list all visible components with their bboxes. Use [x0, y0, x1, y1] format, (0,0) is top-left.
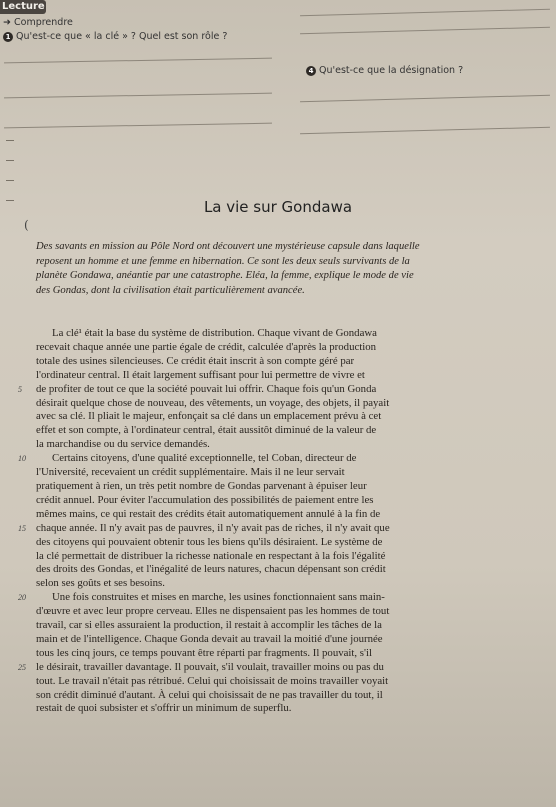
body-line-text: tous les cinq jours, ce temps pouvant être réparti par fragments. Il pouvait, s'il	[36, 646, 372, 659]
intro-line: planète Gondawa, anéantie par une catastrophe. Eléa, la femme, explique le mode de vie	[36, 270, 414, 281]
body-line-text: Certains citoyens, d'une qualité exceptionnelle, tel Coban, directeur de	[52, 452, 357, 465]
answer-line	[4, 93, 272, 99]
body-line	[18, 591, 536, 605]
body-line	[36, 536, 536, 550]
line-number: 5	[18, 384, 22, 394]
margin-tick	[6, 160, 14, 161]
body-line-text: des citoyens qui pouvaient obtenir tous les biens qu'ils désiraient. Le système de	[36, 535, 383, 548]
answer-line	[4, 123, 272, 129]
answer-line	[300, 95, 550, 103]
lecture-tab-label: Lecture	[2, 1, 45, 12]
intro-line: reposent un homme et une femme en hibernation. Ce sont les deux seuls survivants de la	[36, 255, 410, 267]
body-line	[36, 605, 536, 619]
body-line-text: la marchandise ou du service demandés.	[36, 438, 210, 451]
body-line-text: l'ordinateur central. Il était largement suffisant pour lui permettre de vivre et	[36, 368, 365, 381]
body-line-text: main et de l'intelligence. Chaque Gonda devait au travail la moitié d'une journée	[36, 632, 383, 645]
body-line	[36, 397, 536, 411]
question-4-text: Qu'est-ce que la désignation ?	[319, 65, 464, 76]
answer-line	[4, 58, 272, 64]
comprendre-text: Comprendre	[14, 17, 73, 28]
body-line-text: mêmes mains, ce qui restait des crédits était automatiquement annulé à la fin de	[36, 507, 381, 520]
body-line	[36, 563, 536, 577]
question-1	[3, 31, 227, 42]
body-line	[36, 424, 536, 438]
intro-line: Des savants en mission au Pôle Nord ont découvert une mystérieuse capsule dans laquelle	[36, 241, 420, 252]
intro-line: des Gondas, dont la civilisation était particulièrement avancée.	[36, 284, 305, 296]
body-line	[36, 327, 536, 341]
body-line	[36, 689, 536, 703]
margin-tick	[6, 180, 14, 181]
arrow-right-icon: ➜	[3, 17, 11, 28]
body-line-text: des droits des Gondas, et l'inégalité de leurs natures, chacun dépensant son crédit	[36, 563, 386, 576]
body-line-text: la clé permettait de distribuer la richesse nationale en respectant à la fois l'égalité	[36, 549, 386, 562]
body-line	[36, 355, 536, 369]
body-line	[18, 660, 536, 675]
question-4-number: 4	[306, 66, 316, 76]
article-intro	[36, 240, 536, 298]
body-line	[36, 675, 536, 689]
line-number: 10	[18, 454, 26, 464]
question-1-number: 1	[3, 32, 13, 42]
article-title: La vie sur Gondawa	[203, 198, 353, 216]
body-line	[18, 382, 536, 397]
body-line	[36, 550, 536, 564]
answer-line	[300, 27, 550, 35]
margin-tick	[6, 140, 14, 141]
article-body	[18, 327, 536, 716]
answer-line	[300, 9, 550, 17]
body-line	[36, 480, 536, 494]
body-line-text: restait de quoi subsister et s'offrir un minimum de superflu.	[36, 702, 292, 715]
body-line-text: avec sa clé. Il pliait le majeur, enfonçait sa clé dans un emplacement prévu à cet	[36, 410, 382, 423]
body-line	[36, 619, 536, 633]
body-line-text: totale des usines silencieuses. Ce crédit était inscrit à son compte géré par	[36, 354, 355, 367]
body-line	[36, 341, 536, 355]
body-line	[36, 369, 536, 383]
body-line	[36, 508, 536, 522]
answer-line	[300, 127, 550, 135]
body-line-text: tout. Le travail n'était pas rétribué. Celui qui choisissait de moins travailler voyait	[36, 674, 389, 687]
body-line-text: son crédit diminué d'autant. À celui qui choisissait de ne pas travailler du tout, il	[36, 688, 383, 701]
body-line-text: effet et son compte, à l'ordinateur central, était aussitôt diminué de la valeur de	[36, 424, 377, 437]
body-line-text: le désirait, travailler davantage. Il pouvait, s'il voulait, travailler moins ou pas du	[36, 660, 384, 673]
body-line	[36, 633, 536, 647]
body-line	[36, 410, 536, 424]
body-line	[36, 466, 536, 480]
body-line-text: Une fois construites et mises en marche, les usines fonctionnaient sans main-	[52, 591, 385, 604]
line-number: 25	[18, 662, 26, 672]
body-line-text: chaque année. Il n'y avait pas de pauvres, il n'y avait pas de riches, il n'y avait que	[36, 521, 390, 534]
body-line-text: de profiter de tout ce que la société pouvait lui offrir. Chaque fois qu'un Gonda	[36, 382, 377, 395]
body-line	[36, 577, 536, 591]
question-1-text: Qu'est-ce que « la clé » ? Quel est son rôle ?	[16, 31, 228, 42]
body-line-text: travail, car si elles assuraient la production, il restait à accomplir les tâches de la	[36, 619, 382, 632]
body-line-text: selon ses goûts et ses besoins.	[36, 577, 165, 590]
body-line-text: l'Université, recevaient un crédit supplémentaire. Mais il ne leur servait	[36, 466, 345, 479]
body-line-text: désirait quelque chose de nouveau, des vêtements, un voyage, des objets, il payait	[36, 396, 390, 409]
body-line-text: crédit annuel. Pour éviter l'accumulation des possibilités de paiement entre les	[36, 493, 374, 506]
question-4	[306, 65, 463, 76]
line-number: 15	[18, 523, 26, 533]
body-line-text: pratiquement à rien, un très petit nombre de Gondas parvenant à épuiser leur	[36, 479, 367, 492]
body-line	[36, 494, 536, 508]
line-number: 20	[18, 593, 26, 603]
comprendre-section-label	[3, 17, 73, 28]
body-line	[18, 521, 536, 536]
body-line-text: recevait chaque année une partie égale de crédit, calculée d'après la production	[36, 340, 377, 353]
bracket-mark: (	[24, 218, 29, 232]
body-line	[18, 452, 536, 466]
body-line-text: La clé¹ était la base du système de distribution. Chaque vivant de Gondawa	[52, 327, 377, 339]
body-line	[36, 438, 536, 452]
body-line	[36, 647, 536, 661]
body-line	[36, 702, 536, 716]
body-line-text: d'œuvre et avec leur propre cerveau. Elles ne dispensaient pas les hommes de tout	[36, 605, 390, 618]
